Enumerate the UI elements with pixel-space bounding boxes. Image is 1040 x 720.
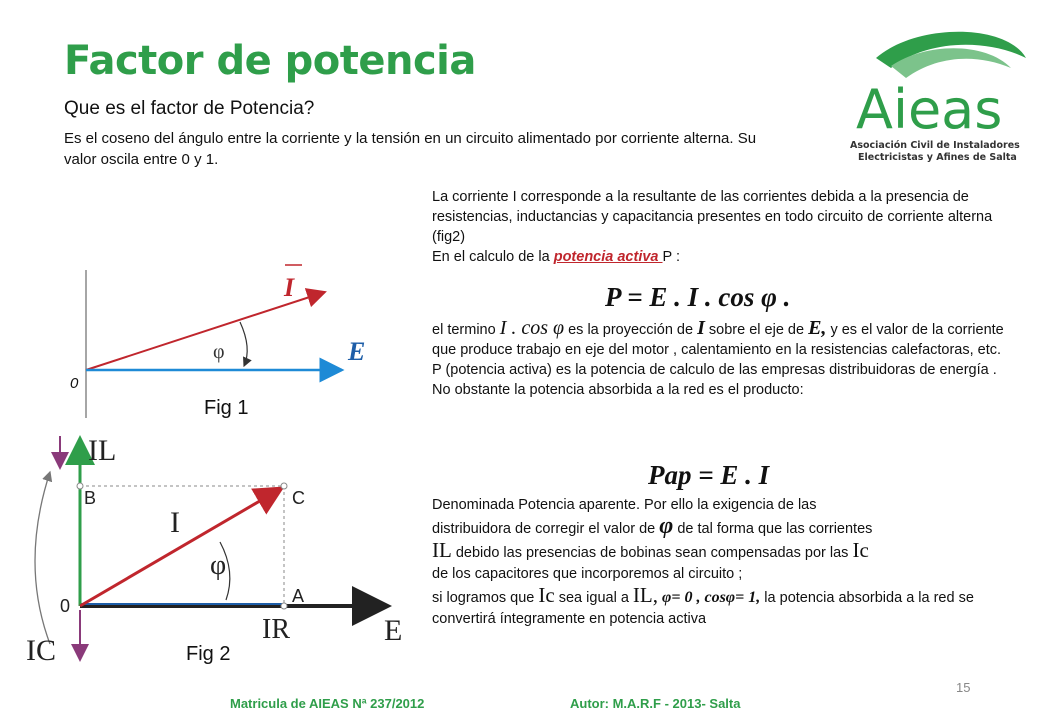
denominada-il: IL [432,538,452,562]
figure-1 [70,260,410,420]
denominada-t7: sea igual a [554,590,633,606]
fig2-ic-label: IC [26,634,56,667]
page-number: 15 [956,680,971,695]
fig1-angle-arc [240,322,247,366]
fig2-origin: 0 [60,596,71,616]
denominada-t3: de tal forma que las corrientes [673,521,873,537]
fig2-a-label: A [292,586,305,606]
termino-t5: P (potencia activa) es la potencia de calculo de las empresas distribuidoras de energía . No obstante la potencia absorbida a la red es el producto: [432,362,997,398]
fig2-point-b [77,483,83,489]
termino-t4: y es el valor de la corriente que produce trabajo en eje del motor , calentamiento en la resistencias calefactoras, etc. [432,322,1004,358]
corriente-text: La corriente I corresponde a la resultante de las corrientes debida a la presencia de resistencias, inductancias y capacitancia presentes en todo circuito de corriente alterna (fig2) [432,189,993,245]
denominada-ic2: Ic [538,583,555,607]
fig1-label: Fig 1 [204,397,249,419]
denominada-t8: la potencia absorbida a la red se convertirá íntegramente en potencia activa [432,590,974,627]
denominada-phi: φ [659,513,674,539]
denominada-t4: debido las presencias de bobinas sean compensadas por las [451,545,853,561]
denominada-t6: si logramos que [432,590,539,606]
fig2-e-label: E [384,614,403,647]
formula-potencia-aparente: Pap = E . I [648,460,770,490]
denominada-paragraph [432,495,1012,630]
fig2-phi: φ [210,550,227,581]
termino-paragraph [432,318,1004,400]
denominada-il2: IL, [632,583,658,607]
aieas-logo [836,28,1036,168]
logo-line2: Electricistas y Afines de Salta [858,152,1017,163]
corriente-paragraph [432,187,997,267]
denominada-t5: de los capacitores que incorporemos al circuito ; [432,566,743,582]
fig1-origin: 0 [70,375,79,392]
footer-matricula: Matricula de AIEAS Nª 237/2012 [230,696,425,711]
termino-t3: sobre el eje de [704,322,809,338]
footer-autor: Autor: M.A.R.F - 2013- Salta [570,696,741,711]
fig2-ir-label: IR [262,614,290,645]
logo-brand: Aieas [856,78,1003,141]
fig2-point-a [281,603,287,609]
intro-paragraph: Es el coseno del ángulo entre la corriente y la tensión en un circuito alimentado por corriente alterna. Su valor oscila entre 0 y 1. [64,130,757,168]
page-title: Factor de potencia [64,38,476,84]
fig2-c-label: C [292,488,305,508]
denominada-cond: φ= 0 , cosφ= 1, [658,589,761,606]
fig2-point-c [281,483,287,489]
logo-line1: Asociación Civil de Instaladores [850,140,1020,151]
termino-t1: el termino [432,322,500,338]
fig2-il-label: IL [88,434,117,467]
potencia-activa-link[interactable]: potencia activa [553,249,663,265]
figure-2 [20,424,420,674]
fig2-i-vector [80,488,282,606]
logo-swoosh-icon [836,28,1036,168]
fig2-rotation-arrow [35,472,50,644]
denominada-t1: Denominada Potencia aparente. Por ello la exigencia de las [432,497,817,513]
termino-sym1: I . cos φ [499,317,565,339]
fig1-e-label: E [348,337,366,366]
formula-potencia-activa: P = E . I . cos φ . [605,282,791,312]
termino-sym3: E, [808,317,827,339]
question-heading: Que es el factor de Potencia? [64,98,315,119]
calc-suffix: P : [662,249,680,265]
fig1-i-vector [86,292,325,370]
fig1-i-label: I [284,273,295,302]
calc-prefix: En el calculo de la [432,249,554,265]
termino-t2: es la proyección de [564,322,698,338]
termino-sym2: I [697,317,705,339]
denominada-ic: Ic [852,538,869,562]
fig2-i-label: I [170,506,180,539]
fig1-phi: φ [213,341,225,363]
denominada-t2: distribuidora de corregir el valor de [432,521,660,537]
fig2-label: Fig 2 [186,643,231,665]
fig2-b-label: B [84,488,97,508]
